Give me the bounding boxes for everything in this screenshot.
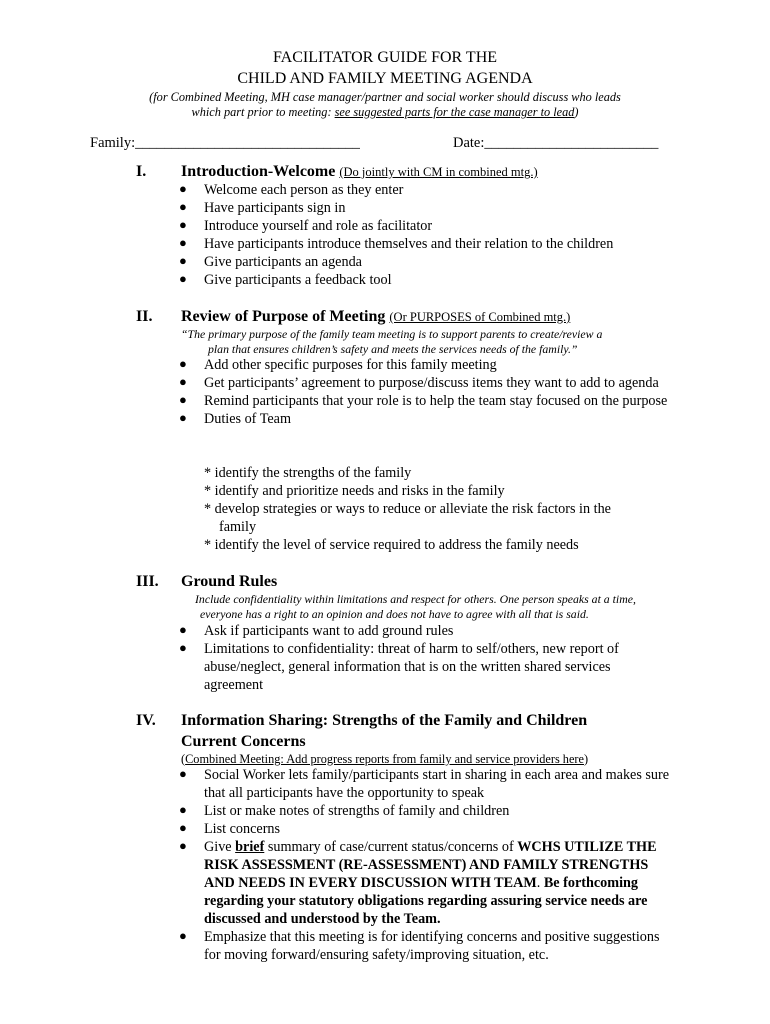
list-item: ● Limitations to confidentiality: threat of harm to self/others, new report of abuse/neglect, general information that is on the written shared services agreement (179, 640, 619, 693)
list-item: ● Ask if participants want to add ground rules (179, 622, 454, 639)
page-title-line2: CHILD AND FAMILY MEETING AGENDA (237, 70, 533, 87)
section-2-quote-line2: plan that ensures children’s safety and meets the services needs of the family.” (208, 342, 578, 356)
list-item: ● Remind participants that your role is to help the team stay focused on the purpose (179, 392, 668, 409)
duty-item: * identify and prioritize needs and risks in the family (204, 483, 505, 499)
section-1-numeral: I. (136, 163, 147, 180)
section-2-numeral: II. (136, 308, 153, 325)
header-note-line1: (for Combined Meeting, MH case manager/partner and social worker should discuss who leads (149, 90, 621, 104)
section-3-numeral: III. (136, 573, 159, 590)
list-item: ● Have participants sign in (179, 199, 346, 216)
section-4-list (181, 766, 676, 964)
duty-item: * identify the level of service required to address the family needs (204, 537, 579, 553)
section-3-quote-line2: everyone has a right to an opinion and does not have to agree with all that is said. (200, 607, 589, 621)
list-item: ● Give participants a feedback tool (179, 271, 392, 288)
team-duties (204, 464, 674, 554)
duty-item: * identify the strengths of the family (204, 465, 412, 481)
section-2-list (181, 356, 671, 428)
list-item: ● Give participants an agenda (179, 253, 362, 270)
family-field: Family:_______________________________ (90, 135, 360, 151)
list-item: ● Get participants’ agreement to purpose/discuss items they want to add to agenda (179, 374, 659, 391)
section-4-heading-line1: Information Sharing: Strengths of the Family and Children (181, 712, 588, 729)
list-item: ● Duties of Team (179, 410, 292, 427)
list-item: ● Give brief summary of case/current status/concerns of WCHS UTILIZE THE RISK ASSESSMENT (RE-ASSESSMENT) AND FAMILY STRENGTHS AND NEEDS IN EVERY DISCUSSION WITH TEAM. Be forthcoming regarding your statutory obligations regarding assuring service needs are discussed and understood by the Team. (179, 838, 657, 927)
section-1-list (181, 181, 681, 289)
list-item: ● Welcome each person as they enter (179, 181, 404, 198)
date-field: Date:________________________ (453, 135, 659, 151)
section-4-note: (Combined Meeting: Add progress reports from family and service providers here) (181, 752, 589, 766)
duty-item: * develop strategies or ways to reduce or alleviate the risk factors in the (204, 501, 611, 517)
duty-item: family (219, 519, 257, 535)
section-1-heading: Introduction-Welcome (Do jointly with CM in combined mtg.) (181, 163, 538, 180)
section-2-quote-line1: “The primary purpose of the family team meeting is to support parents to create/review a (181, 327, 603, 341)
list-item: ● List or make notes of strengths of family and children (179, 802, 510, 819)
list-item: ● Add other specific purposes for this family meeting (179, 356, 497, 373)
list-item: ● Have participants introduce themselves and their relation to the children (179, 235, 614, 252)
header-note-line2: which part prior to meeting: see suggested parts for the case manager to lead) (191, 105, 579, 119)
section-4-heading-line2: Current Concerns (181, 733, 306, 750)
section-3-heading: Ground Rules (181, 573, 278, 590)
list-item: ● Social Worker lets family/participants start in sharing in each area and makes sure that all participants have the opportunity to speak (179, 766, 670, 801)
section-4-numeral: IV. (136, 712, 156, 729)
section-3-quote-line1: Include confidentiality within limitations and respect for others. One person speaks at a time, (195, 592, 636, 606)
list-item: ● Introduce yourself and role as facilitator (179, 217, 433, 234)
list-item: ● List concerns (179, 820, 281, 837)
section-3-list (181, 622, 661, 694)
page-title-line1: FACILITATOR GUIDE FOR THE (272, 49, 498, 66)
list-item: ● Emphasize that this meeting is for identifying concerns and positive suggestions for moving forward/ensuring safety/improving situation, etc. (179, 928, 660, 963)
section-2-heading: Review of Purpose of Meeting (Or PURPOSES of Combined mtg.) (181, 308, 571, 325)
